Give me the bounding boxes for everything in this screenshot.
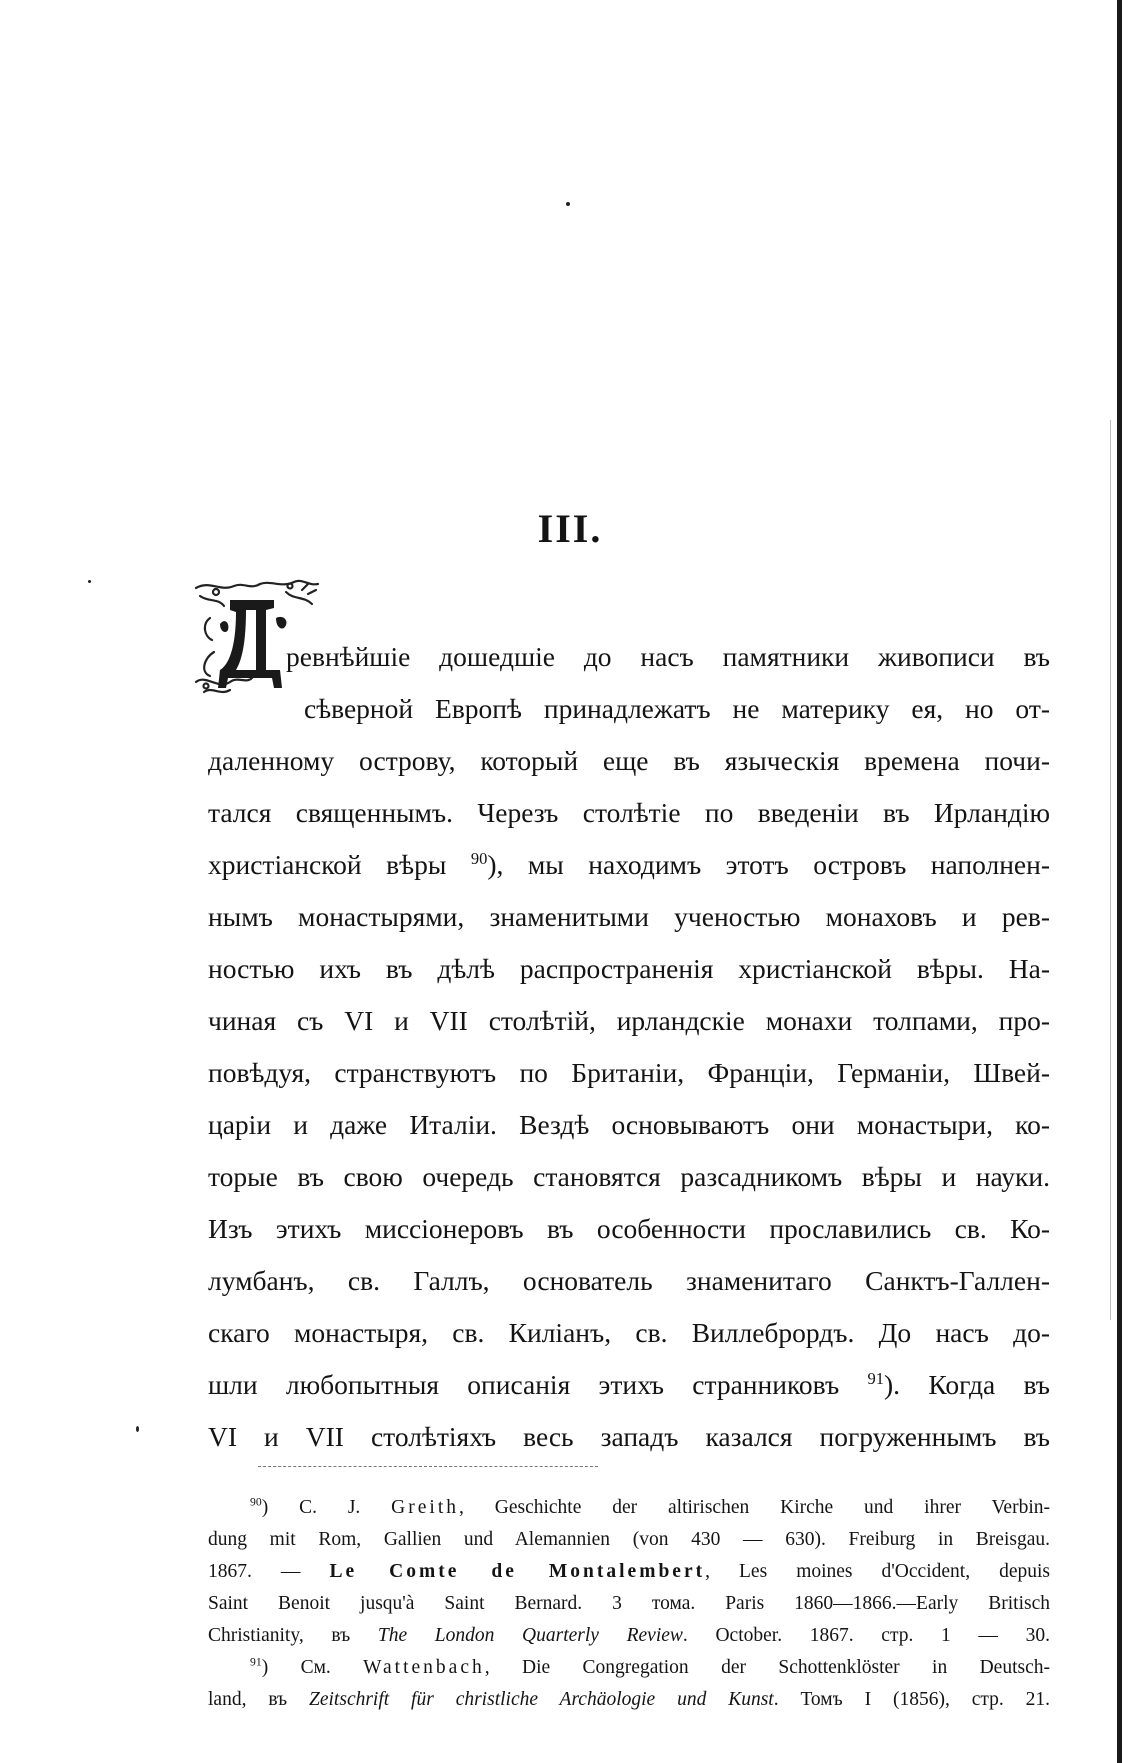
body-text-segment: ), мы находимъ этотъ островъ наполнен- [487, 849, 1050, 880]
footnote-mark: 90 [250, 1495, 262, 1509]
footnote-text: . Томъ I (1856), стр. 21. [773, 1689, 1050, 1710]
footnote-90-line-1: $^{90}$) C. J. Greith, Geschichte der altirischen Kirche und ihrer Verbin- [250, 1495, 1050, 1518]
chapter-number: III. [537, 506, 603, 551]
footnote-91-line-1 [250, 1652, 1050, 1684]
footnote-text: , Les moines d'Occident, depuis [705, 1561, 1050, 1582]
footnote-91-line-2 [208, 1684, 1050, 1716]
body-line-9: повѣдуя, странствуютъ по Британіи, Франціи, Германіи, Швей- [208, 1057, 1050, 1088]
body-line-16: VI и VII столѣтіяхъ весь западъ казался погруженнымъ въ [208, 1421, 1050, 1452]
footnote-author: Le Comte de Montalembert [329, 1561, 706, 1582]
body-line-3: даленному острову, который еще въ языческія времена почи- [208, 745, 1050, 776]
footnote-author: Wattenbach [363, 1657, 485, 1678]
footnote-90-line-5 [208, 1620, 1050, 1652]
footnote-mark: 91 [250, 1655, 262, 1669]
body-line-4: тался священнымъ. Черезъ столѣтіе по введеніи въ Ирландію [208, 797, 1050, 828]
footnote-text: land, въ [208, 1689, 310, 1710]
scan-edge-shadow [1110, 420, 1111, 1320]
footnote-90-line-3 [208, 1556, 1050, 1588]
body-line-11: торые въ свою очередь становятся разсадникомъ вѣры и науки. [208, 1161, 1050, 1192]
scan-speck [566, 202, 570, 206]
body-text-segment: шли любопытныя описанія этихъ странниковъ [208, 1369, 840, 1400]
body-line-12: Изъ этихъ миссіонеровъ въ особенности прославились св. Ко- [208, 1213, 1050, 1244]
footnote-text: . October. 1867. стр. 1 — 30. [682, 1625, 1050, 1646]
footnote-journal: Zeitschrift für christliche Archäologie und Kunst [309, 1689, 774, 1710]
footnote-text: ) См. [261, 1657, 364, 1678]
footnote-90-line-4: Saint Benoit jusqu'à Saint Bernard. 3 тома. Paris 1860—1866.—Early Britisch [208, 1593, 1050, 1614]
drop-cap-letter-shape [218, 600, 286, 688]
body-text-segment: христіанской вѣры [208, 849, 447, 880]
footnote-author: Greith [391, 1497, 459, 1518]
body-line-10: царіи и даже Италіи. Вездѣ основываютъ они монастыри, ко- [208, 1109, 1050, 1140]
footnote-90-line-2: dung mit Rom, Gallien und Alemannien (von 430 — 630). Freiburg in Breisgau. [208, 1529, 1050, 1550]
footnote-journal: The London Quarterly Review [377, 1625, 683, 1646]
body-line-1: ревнѣйшіе дошедшіе до насъ памятники живописи въ [286, 641, 1050, 672]
footnote-ref-91[interactable]: 91 [867, 1368, 885, 1388]
scan-speck [88, 580, 91, 583]
scan-speck [136, 1426, 139, 1432]
body-line-7: ностью ихъ въ дѣлѣ распространенія христіанской вѣры. На- [208, 953, 1050, 984]
footnote-ref-90[interactable]: 90 [470, 848, 488, 868]
footnote-text: , Die Congregation der Schottenklöster in Deutsch- [484, 1657, 1050, 1678]
body-line-6: нымъ монастырями, знаменитыми ученостью монаховъ и рев- [208, 901, 1050, 932]
body-line-15 [208, 1359, 1050, 1411]
body-line-2: сѣверной Европѣ принадлежатъ не материку ея, но от- [304, 693, 1050, 724]
body-line-8: чиная съ VI и VII столѣтій, ирландскіе монахи толпами, про- [208, 1005, 1050, 1036]
footnote-author-initials: C. J. [299, 1497, 361, 1518]
body-line-5 [208, 839, 1050, 891]
scan-edge [1117, 0, 1122, 1763]
body-line-13: лумбанъ, св. Галлъ, основатель знаменитаго Санктъ-Галлен- [208, 1265, 1050, 1296]
footnote-separator [258, 1466, 598, 1467]
body-line-14: скаго монастыря, св. Киліанъ, св. Виллебрордъ. До насъ до- [208, 1317, 1050, 1348]
footnote-text: 1867. — [208, 1561, 330, 1582]
footnote-text: Christianity, въ [208, 1625, 378, 1646]
footnote-text: , Geschichte der altirischen Kirche und ihrer Verbin- [459, 1497, 1050, 1518]
body-text-segment: ). Когда въ [884, 1369, 1051, 1400]
